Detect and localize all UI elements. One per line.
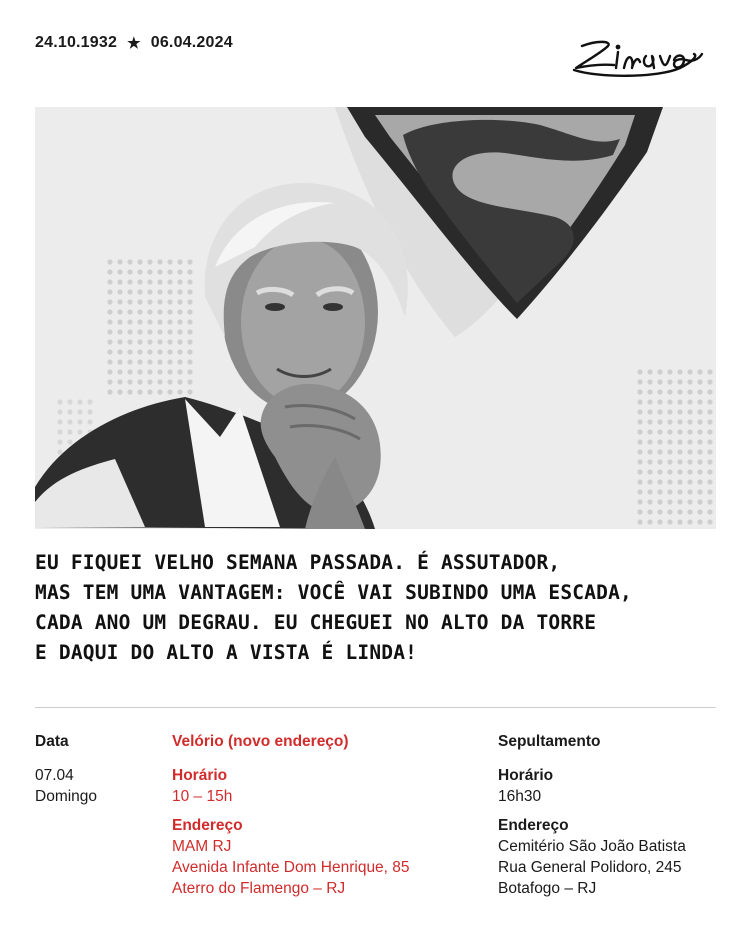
quote-line: EU FIQUEI VELHO SEMANA PASSADA. É ASSUTADOR, <box>35 551 561 574</box>
portrait-photo <box>35 107 716 529</box>
quote-line: MAS TEM UMA VANTAGEM: VOCÊ VAI SUBINDO UMA ESCADA, <box>35 581 632 604</box>
velorio-time: 10 – 15h <box>172 788 233 805</box>
birth-date: 24.10.1932 <box>35 34 118 51</box>
data-heading: Data <box>35 733 69 750</box>
sepultamento-column <box>498 731 686 907</box>
signature-logo <box>568 38 718 84</box>
velorio-time-label: Horário <box>172 767 228 784</box>
quote-line: CADA ANO UM DEGRAU. EU CHEGUEI NO ALTO DA TORRE <box>35 611 597 634</box>
velorio-column <box>172 731 410 907</box>
quote-line: E DAQUI DO ALTO A VISTA É LINDA! <box>35 641 418 664</box>
sepultamento-heading: Sepultamento <box>498 733 601 750</box>
sepultamento-time-label: Horário <box>498 767 554 784</box>
velorio-address-line: Avenida Infante Dom Henrique, 85 <box>172 859 410 876</box>
life-dates <box>35 34 233 52</box>
death-date: 06.04.2024 <box>150 34 233 51</box>
velorio-address-line: Aterro do Flamengo – RJ <box>172 880 346 897</box>
velorio-heading: Velório (novo endereço) <box>172 733 349 750</box>
sepultamento-address-label: Endereço <box>498 817 569 834</box>
data-column <box>35 731 97 807</box>
sepultamento-address-line: Botafogo – RJ <box>498 880 597 897</box>
sepultamento-address-line: Cemitério São João Batista <box>498 838 686 855</box>
quote <box>35 548 725 668</box>
velorio-address-line: MAM RJ <box>172 838 232 855</box>
sepultamento-address-line: Rua General Polidoro, 245 <box>498 859 682 876</box>
weekday-value: Domingo <box>35 788 98 805</box>
date-value: 07.04 <box>35 767 74 784</box>
divider <box>35 707 716 708</box>
sepultamento-time: 16h30 <box>498 788 542 805</box>
velorio-address-label: Endereço <box>172 817 243 834</box>
star-icon: ★ <box>127 35 141 52</box>
superman-emblem-photo <box>35 107 716 529</box>
